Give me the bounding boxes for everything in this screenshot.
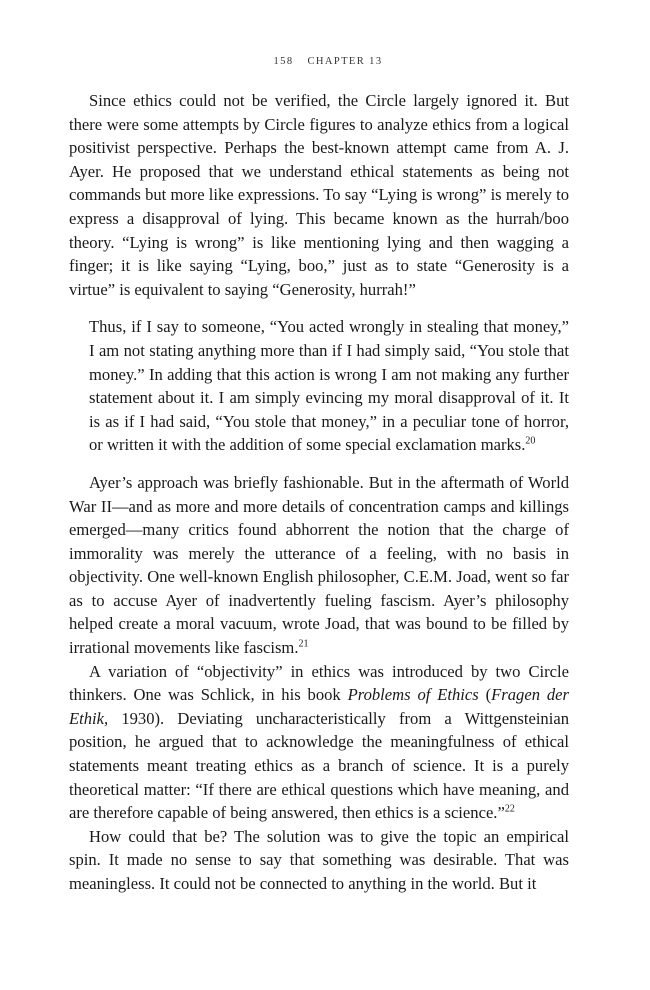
paragraph-ayer-text: Ayer’s approach was briefly fashionable. But in the aftermath of World War II—and as more and more details of concentration camps and killings emerged—many critics found abhorrent the notion that the charge of immorality was merely the utterance of a feeling, with no basis in objectivity. One well-known English philosopher, C.E.M. Joad, went so far as to accuse Ayer of inadvertently fueling fascism. Ayer’s philosophy helped create a moral vacuum, wrote Joad, that was bound to be filled by irrational movements like fascism.: [69, 472, 569, 658]
book-page: [69, 56, 569, 896]
footnote-ref-21: 21: [298, 638, 309, 650]
paragraph-schlick-part2: (: [478, 685, 492, 705]
book-title-fragen-der-ethik: Fragen der Ethik,: [69, 685, 569, 728]
footnote-ref-20: 20: [525, 435, 536, 447]
paragraph-schlick-part3: 1930). Deviating uncharacteristically from a Wittgensteinian position, he argued that to acknowledge the meaningfulness of ethical statements meant treating ethics as a branch of science. It is a purely theoretical matter: “If there are ethical questions which have meaning, and are therefore capable of being answered, then ethics is a science.”: [69, 708, 569, 823]
running-head: [69, 56, 569, 67]
page-number: 158: [273, 56, 294, 67]
paragraph-schlick: [69, 660, 569, 825]
paragraph-schlick-part1: A variation of “objectivity” in ethics was introduced by two Circle thinkers. One was Schlick, in his book: [69, 661, 569, 705]
paragraph-ayer-fashionable: [69, 471, 569, 660]
book-title-problems-of-ethics: Problems of Ethics: [347, 685, 479, 705]
block-quote-text: Thus, if I say to someone, “You acted wrongly in stealing that money,” I am not stating anything more than if I had simply said, “You stole that money.” In adding that this action is wrong I am not making any further statement about it. I am simply evincing my moral disapproval of it. It is as if I had said, “You stole that money,” in a peculiar tone of horror, or written it with the addition of some special exclamation marks.: [89, 317, 569, 455]
chapter-title: CHAPTER 13: [307, 56, 383, 67]
paragraph-empirical-spin: How could that be? The solution was to give the topic an empirical spin. It made no sense to say that something was desirable. That was meaningless. It could not be connected to anything in the world. But it: [69, 826, 569, 893]
footnote-ref-22: 22: [504, 803, 515, 815]
paragraph-ayer-intro: Since ethics could not be verified, the Circle largely ignored it. But there were some attempts by Circle figures to analyze ethics from a logical positivist perspective. Perhaps the best-known attempt came from A. J. Ayer. He proposed that we understand ethical statements as being not commands but more like expressions. To say “Lying is wrong” is merely to express a disapproval of lying. This became known as the hurrah/boo theory. “Lying is wrong” is like mentioning lying and then wagging a finger; it is like saying “Lying, boo,” just as to state “Generosity is a virtue” is equivalent to saying “Generosity, hurrah!”: [69, 91, 569, 299]
block-quote: [69, 315, 569, 457]
